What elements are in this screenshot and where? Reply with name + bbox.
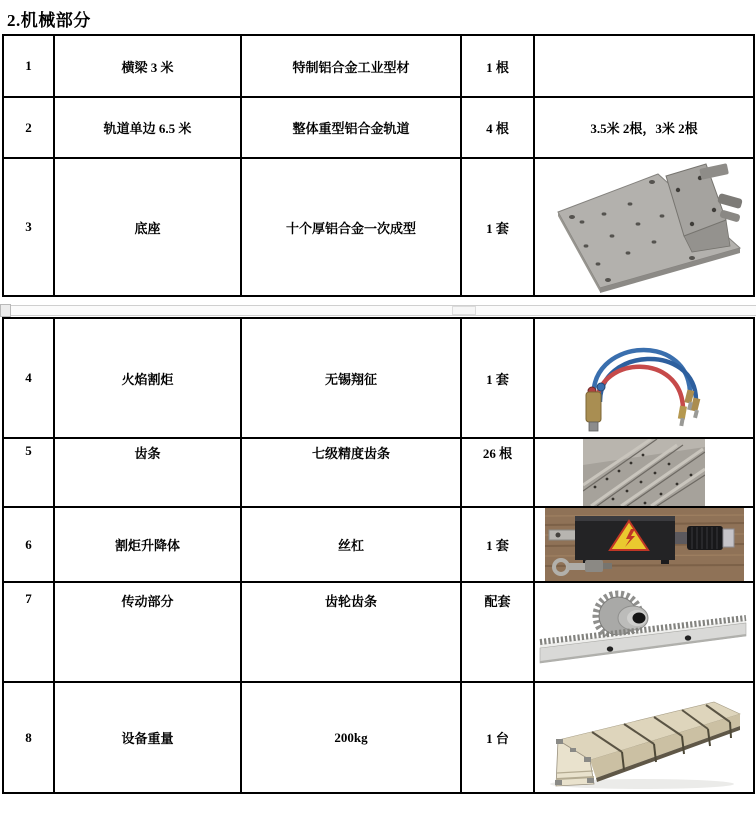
item-spec-cell: 七级精度齿条 xyxy=(241,438,461,507)
item-qty-cell: 1 台 xyxy=(461,682,534,793)
page-break-gap xyxy=(0,305,756,316)
gap-left-marker xyxy=(0,304,11,317)
item-spec-cell: 十个厚铝合金一次成型 xyxy=(241,158,461,296)
gear-racks-stack-photo xyxy=(583,439,705,506)
item-name-cell: 火焰割炬 xyxy=(54,318,241,438)
table-row xyxy=(3,35,754,97)
item-photo-cell xyxy=(534,682,754,793)
table-row xyxy=(3,438,754,507)
wooden-crate-photo xyxy=(542,684,747,792)
item-photo-cell xyxy=(534,507,754,582)
row-number-cell: 8 xyxy=(3,682,54,793)
item-name-cell: 设备重量 xyxy=(54,682,241,793)
item-qty-cell: 1 套 xyxy=(461,158,534,296)
item-spec-cell: 齿轮齿条 xyxy=(241,582,461,682)
item-photo-cell xyxy=(534,582,754,682)
row-number-cell: 7 xyxy=(3,582,54,682)
item-spec-cell: 200kg xyxy=(241,682,461,793)
table-row xyxy=(3,318,754,438)
item-qty-cell: 1 套 xyxy=(461,507,534,582)
pinion-on-rack-photo xyxy=(538,583,750,680)
torch-lifter-photo xyxy=(545,508,744,581)
item-spec-cell: 丝杠 xyxy=(241,507,461,582)
gap-notch xyxy=(452,306,476,315)
row-number-cell: 2 xyxy=(3,97,54,158)
item-name-cell: 割炬升降体 xyxy=(54,507,241,582)
item-note-cell xyxy=(534,35,754,97)
item-photo-cell xyxy=(534,318,754,438)
row-number-cell: 4 xyxy=(3,318,54,438)
row-number-cell: 3 xyxy=(3,158,54,296)
item-qty-cell: 4 根 xyxy=(461,97,534,158)
item-photo-cell xyxy=(534,438,754,507)
item-name-cell: 齿条 xyxy=(54,438,241,507)
table-row xyxy=(3,582,754,682)
table-row xyxy=(3,507,754,582)
table-row xyxy=(3,158,754,296)
table-row xyxy=(3,682,754,793)
parts-table-upper xyxy=(2,34,755,297)
item-name-cell: 横梁 3 米 xyxy=(54,35,241,97)
row-number-cell: 1 xyxy=(3,35,54,97)
item-qty-cell: 1 根 xyxy=(461,35,534,97)
item-qty-cell: 26 根 xyxy=(461,438,534,507)
table-row xyxy=(3,97,754,158)
parts-table-lower xyxy=(2,317,755,794)
item-qty-cell: 配套 xyxy=(461,582,534,682)
item-note-cell: 3.5米 2根，3米 2根 xyxy=(534,97,754,158)
cutting-torch-hoses-photo xyxy=(569,322,719,434)
item-spec-cell: 特制铝合金工业型材 xyxy=(241,35,461,97)
aluminum-base-plate-photo xyxy=(542,160,747,294)
item-name-cell: 传动部分 xyxy=(54,582,241,682)
item-name-cell: 底座 xyxy=(54,158,241,296)
page-title: 2.机械部分 xyxy=(7,11,91,30)
item-photo-cell xyxy=(534,158,754,296)
item-spec-cell: 整体重型铝合金轨道 xyxy=(241,97,461,158)
row-number-cell: 5 xyxy=(3,438,54,507)
item-spec-cell: 无锡翔征 xyxy=(241,318,461,438)
item-qty-cell: 1 套 xyxy=(461,318,534,438)
item-name-cell: 轨道单边 6.5 米 xyxy=(54,97,241,158)
row-number-cell: 6 xyxy=(3,507,54,582)
